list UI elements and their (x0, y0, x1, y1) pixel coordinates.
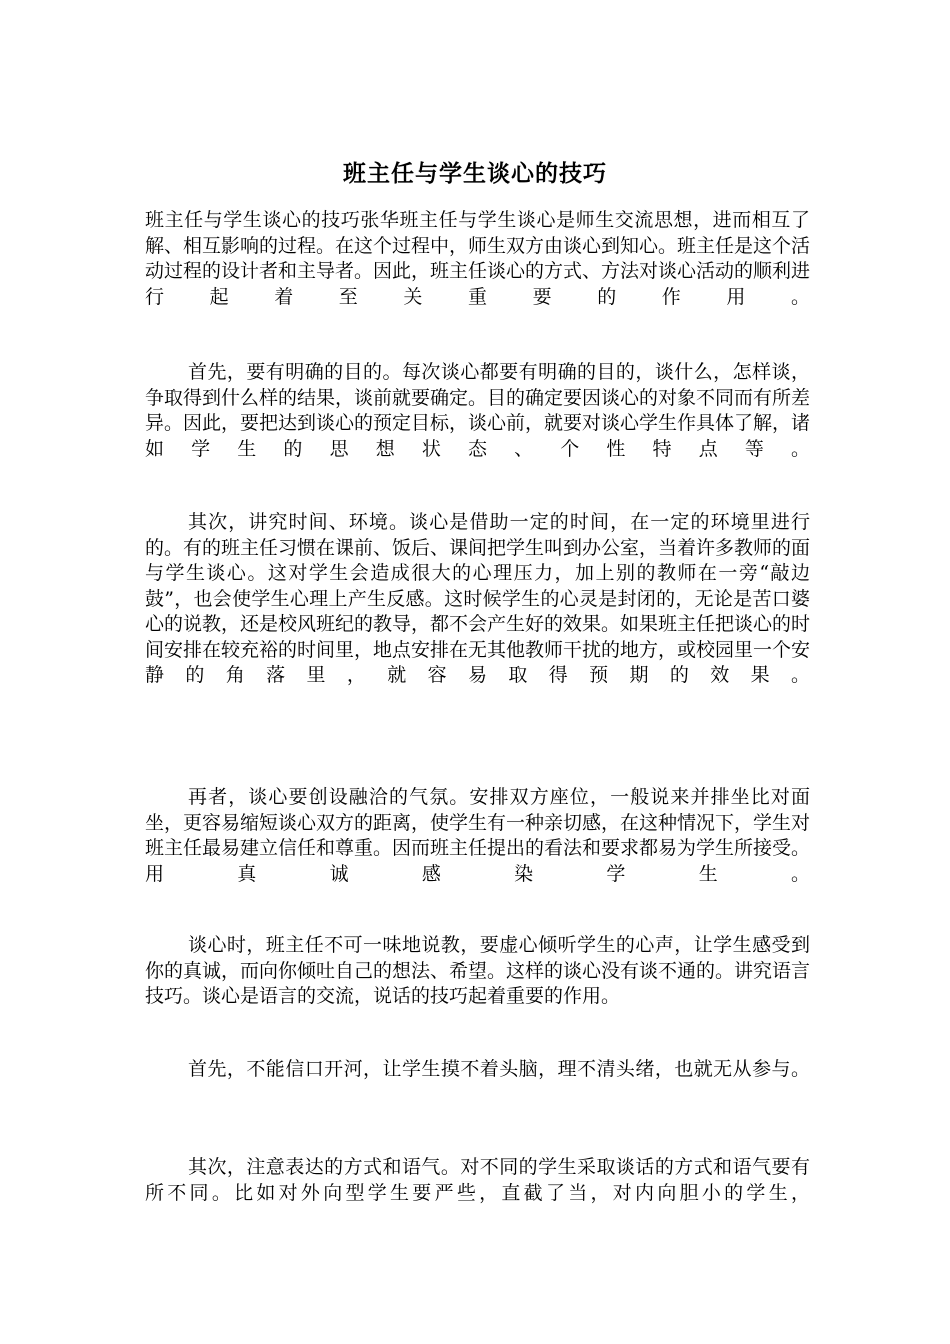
paragraph-purpose: 首先，要有明确的目的。每次谈心都要有明确的目的，谈什么，怎样谈，争取得到什么样的结果，谈前就要确定。目的确定要因谈心的对象不同而有所差异。因此，要把达到谈心的预定目标，谈心前，就要对谈心学生作具体了解，诸如学生的思想状态、个性特点等。 (145, 361, 811, 460)
paragraph-listening: 谈心时，班主任不可一味地说教，要虚心倾听学生的心声，让学生感受到你的真诚，而向你倾吐自己的想法、希望。这样的谈心没有谈不通的。讲究语言技巧。谈心是语言的交流，说话的技巧起着重要的作用。 (145, 934, 811, 1007)
paragraph-language-second: 其次，注意表达的方式和语气。对不同的学生采取谈话的方式和语气要有所不同。比如对外向型学生要严些，直截了当，对内向胆小的学生， (145, 1156, 810, 1204)
paragraph-atmosphere: 再者，谈心要创设融洽的气氛。安排双方座位，一般说来并排坐比对面坐，更容易缩短谈心双方的距离，使学生有一种亲切感，在这种情况下，学生对班主任最易建立信任和尊重。因而班主任提出的看法和要求都易为学生所接受。用真诚感染学生。 (145, 786, 811, 885)
paragraph-intro: 班主任与学生谈心的技巧张华班主任与学生谈心是师生交流思想，进而相互了解、相互影响的过程。在这个过程中，师生双方由谈心到知心。班主任是这个活动过程的设计者和主导者。因此，班主任谈心的方式、方法对谈心活动的顺利进行起着至关重要的作用。 (145, 209, 811, 308)
paragraph-language-first: 首先，不能信口开河，让学生摸不着头脑，理不清头绪，也就无从参与。 (188, 1058, 810, 1080)
document-title: 班主任与学生谈心的技巧 (343, 160, 607, 187)
paragraph-time-environment: 其次，讲究时间、环境。谈心是借助一定的时间，在一定的环境里进行的。有的班主任习惯在课前、饭后、课间把学生叫到办公室，当着许多教师的面与学生谈心。这对学生会造成很大的心理压力，加上别的教师在一旁“敲边鼓”，也会使学生心理上产生反感。这时候学生的心灵是封闭的，无论是苦口婆心的说教，还是校风班纪的教导，都不会产生好的效果。如果班主任把谈心的时间安排在较充裕的时间里，地点安排在无其他教师干扰的地方，或校园里一个安静的角落里，就容易取得预期的效果。 (145, 511, 811, 686)
